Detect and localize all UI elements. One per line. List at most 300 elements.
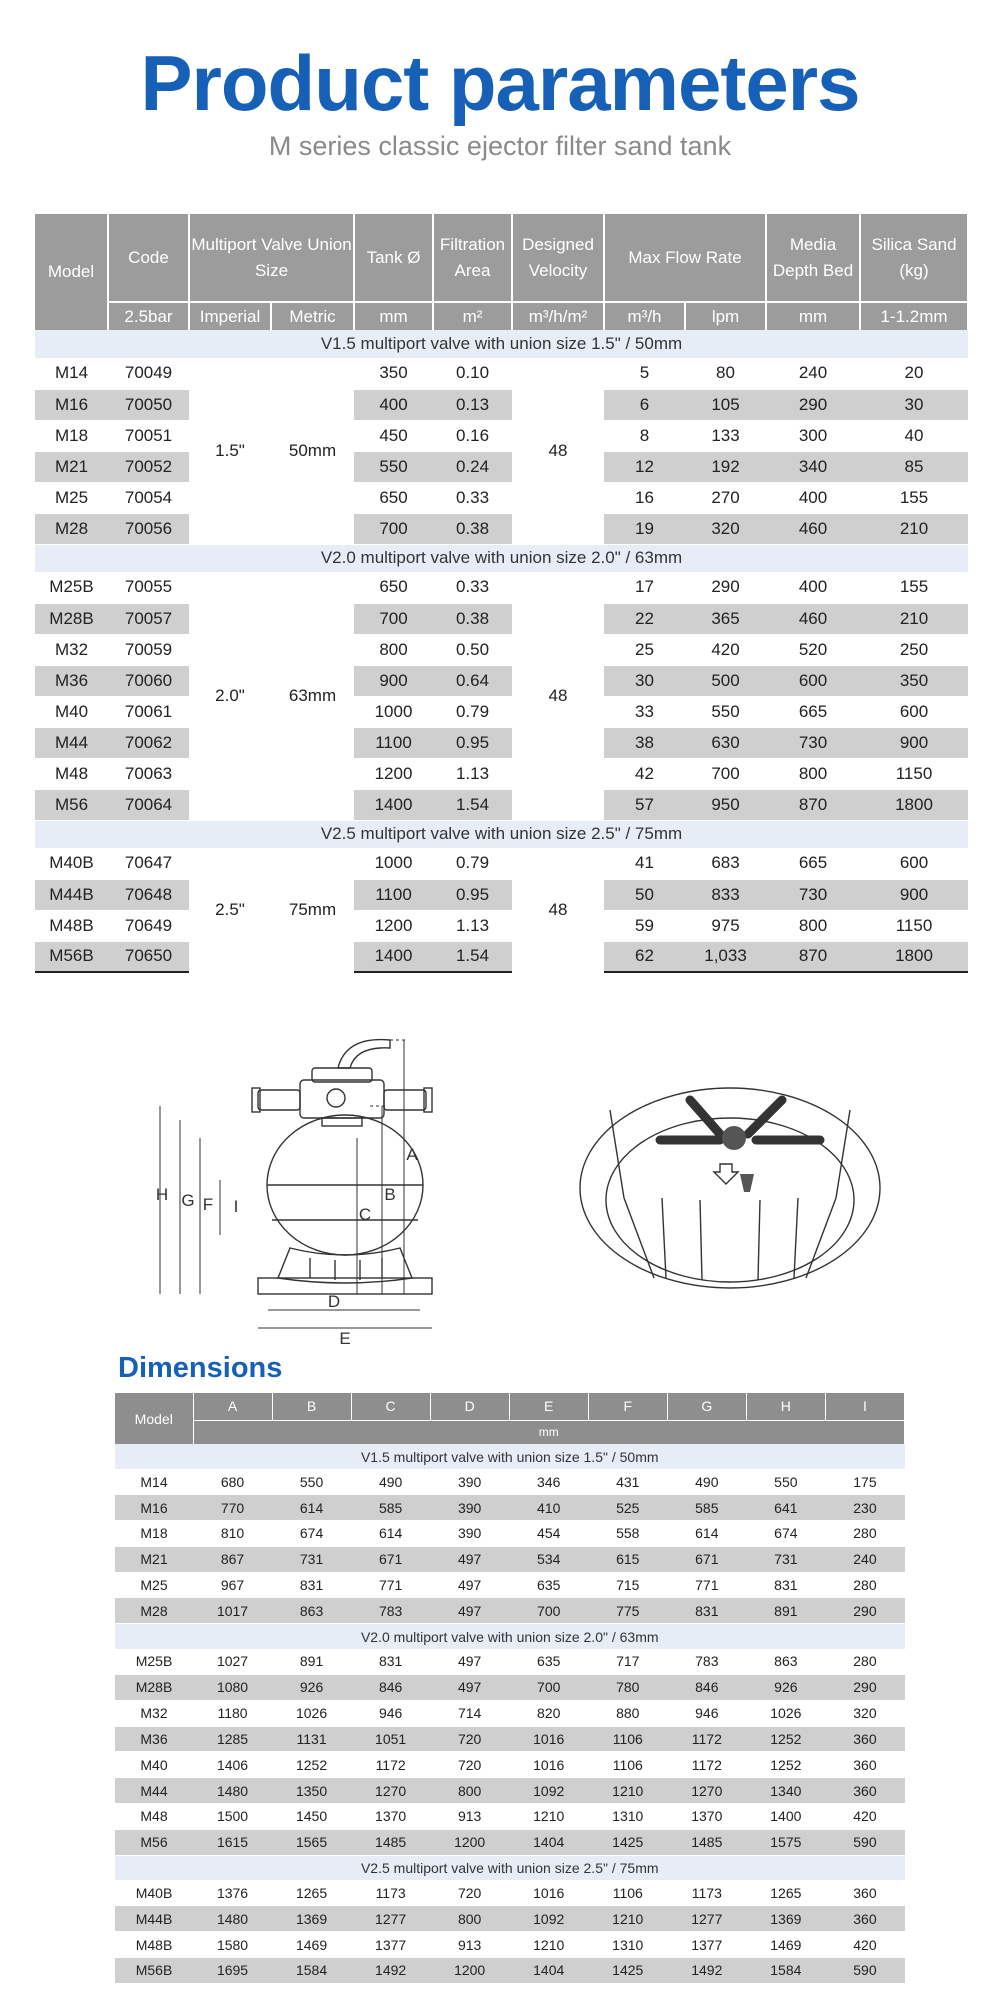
dims-cell-g: 671 (667, 1546, 746, 1572)
cell-flow-lpm: 683 (685, 848, 766, 879)
cell-area: 0.33 (433, 572, 512, 603)
dims-cell-h: 641 (746, 1495, 825, 1521)
dims-cell-e: 700 (509, 1598, 588, 1624)
params-table-row (35, 603, 968, 634)
dims-cell-e: 1016 (509, 1752, 588, 1778)
cell-flow-lpm: 833 (685, 879, 766, 910)
dims-cell-g: 490 (667, 1469, 746, 1495)
cell-flow-lpm: 80 (685, 358, 766, 389)
dim-label-b: B (384, 1185, 396, 1204)
dims-cell-e: 454 (509, 1521, 588, 1547)
cell-sand: 600 (860, 696, 968, 727)
cell-union-imperial: 2.5" (189, 848, 271, 972)
dims-cell-g: 585 (667, 1495, 746, 1521)
cell-flow-m3h: 33 (604, 696, 685, 727)
dims-table-row (115, 1906, 905, 1932)
cell-tank: 800 (354, 634, 433, 665)
dims-cell-c: 946 (351, 1700, 430, 1726)
cell-flow-m3h: 50 (604, 879, 685, 910)
dims-cell-g: 783 (667, 1649, 746, 1675)
dims-cell-model: M44B (115, 1906, 193, 1932)
dims-cell-e: 346 (509, 1469, 588, 1495)
cell-model: M28 (35, 513, 108, 544)
params-table-row (35, 879, 968, 910)
cell-model: M36 (35, 665, 108, 696)
dims-cell-c: 1277 (351, 1906, 430, 1932)
dims-section-label: V1.5 multiport valve with union size 1.5" / 50mm (115, 1444, 905, 1469)
cell-flow-lpm: 950 (685, 789, 766, 820)
dims-table-row (115, 1726, 905, 1752)
cell-flow-lpm: 500 (685, 665, 766, 696)
params-table-row (35, 665, 968, 696)
cell-flow-m3h: 62 (604, 941, 685, 972)
params-table-row (35, 848, 968, 879)
dims-cell-i: 590 (825, 1829, 904, 1855)
dims-cell-d: 720 (430, 1752, 509, 1778)
dims-cell-e: 1210 (509, 1804, 588, 1830)
cell-media: 300 (766, 420, 860, 451)
dims-cell-model: M16 (115, 1495, 193, 1521)
dims-header-model: Model (115, 1393, 193, 1444)
cell-code: 70049 (108, 358, 189, 389)
cell-area: 0.95 (433, 879, 512, 910)
dims-cell-h: 1469 (746, 1932, 825, 1958)
cell-sand: 250 (860, 634, 968, 665)
dims-cell-d: 390 (430, 1521, 509, 1547)
dims-cell-a: 1027 (193, 1649, 272, 1675)
dims-section-row (115, 1624, 905, 1649)
cell-flow-lpm: 192 (685, 451, 766, 482)
dims-cell-f: 558 (588, 1521, 667, 1547)
cell-tank: 700 (354, 603, 433, 634)
dims-cell-a: 1580 (193, 1932, 272, 1958)
unit-code: 2.5bar (108, 302, 189, 330)
dims-cell-b: 1350 (272, 1778, 351, 1804)
cell-code: 70648 (108, 879, 189, 910)
dimensions-table (115, 1393, 905, 1984)
dims-cell-a: 1080 (193, 1675, 272, 1701)
dims-cell-f: 1425 (588, 1829, 667, 1855)
dims-cell-c: 846 (351, 1675, 430, 1701)
cell-area: 0.10 (433, 358, 512, 389)
cell-model: M48B (35, 910, 108, 941)
cell-flow-lpm: 420 (685, 634, 766, 665)
cell-media: 400 (766, 482, 860, 513)
dims-cell-i: 320 (825, 1700, 904, 1726)
parameters-table (35, 214, 969, 973)
cell-flow-m3h: 41 (604, 848, 685, 879)
dims-cell-h: 550 (746, 1469, 825, 1495)
cell-model: M48 (35, 758, 108, 789)
cell-sand: 1800 (860, 789, 968, 820)
dims-cell-d: 497 (430, 1649, 509, 1675)
cell-media: 460 (766, 603, 860, 634)
dims-cell-c: 1485 (351, 1829, 430, 1855)
params-section-row (35, 820, 968, 848)
cell-area: 0.79 (433, 696, 512, 727)
params-table-row (35, 941, 968, 972)
cell-union-metric: 63mm (271, 572, 354, 820)
cell-flow-lpm: 365 (685, 603, 766, 634)
header-multiport: Multiport Valve Union Size (189, 214, 354, 302)
cell-model: M40B (35, 848, 108, 879)
cell-flow-m3h: 19 (604, 513, 685, 544)
cell-flow-m3h: 42 (604, 758, 685, 789)
dims-cell-b: 863 (272, 1598, 351, 1624)
dims-cell-e: 635 (509, 1572, 588, 1598)
dims-table-row (115, 1932, 905, 1958)
dims-cell-d: 1200 (430, 1829, 509, 1855)
filter-dimension-drawing (150, 1010, 530, 1350)
dims-cell-model: M40B (115, 1880, 193, 1906)
dims-cell-b: 550 (272, 1469, 351, 1495)
dims-cell-model: M48 (115, 1804, 193, 1830)
cell-tank: 650 (354, 482, 433, 513)
dims-cell-c: 614 (351, 1521, 430, 1547)
cell-area: 1.54 (433, 789, 512, 820)
cell-sand: 20 (860, 358, 968, 389)
dims-header-c: C (351, 1393, 430, 1420)
params-table-row (35, 572, 968, 603)
cell-tank: 700 (354, 513, 433, 544)
dims-cell-i: 290 (825, 1675, 904, 1701)
dims-cell-b: 1584 (272, 1958, 351, 1984)
dims-cell-f: 1210 (588, 1906, 667, 1932)
dims-cell-model: M56B (115, 1958, 193, 1984)
unit-flow-lpm: lpm (685, 302, 766, 330)
dims-table-row (115, 1778, 905, 1804)
dims-cell-model: M48B (115, 1932, 193, 1958)
cell-flow-m3h: 57 (604, 789, 685, 820)
dims-table-row (115, 1675, 905, 1701)
cell-sand: 900 (860, 879, 968, 910)
dims-cell-a: 1695 (193, 1958, 272, 1984)
dims-cell-model: M18 (115, 1521, 193, 1547)
dims-cell-b: 1469 (272, 1932, 351, 1958)
dims-table-row (115, 1880, 905, 1906)
dims-cell-c: 1051 (351, 1726, 430, 1752)
dims-cell-c: 771 (351, 1572, 430, 1598)
cell-flow-lpm: 700 (685, 758, 766, 789)
dim-label-c: C (358, 1205, 372, 1224)
dims-cell-e: 1016 (509, 1880, 588, 1906)
dims-cell-e: 1092 (509, 1778, 588, 1804)
cell-code: 70057 (108, 603, 189, 634)
header-media: Media Depth Bed (766, 214, 860, 302)
dims-cell-e: 1404 (509, 1958, 588, 1984)
cell-code: 70647 (108, 848, 189, 879)
dims-cell-g: 1485 (667, 1829, 746, 1855)
dims-cell-e: 1404 (509, 1829, 588, 1855)
cell-flow-lpm: 320 (685, 513, 766, 544)
dimensions-heading: Dimensions (118, 1352, 283, 1384)
dims-cell-b: 1265 (272, 1880, 351, 1906)
cell-flow-m3h: 12 (604, 451, 685, 482)
cell-velocity: 48 (512, 358, 604, 544)
dims-cell-c: 1492 (351, 1958, 430, 1984)
dims-cell-f: 717 (588, 1649, 667, 1675)
cell-model: M16 (35, 389, 108, 420)
dims-cell-i: 230 (825, 1495, 904, 1521)
dims-cell-d: 497 (430, 1572, 509, 1598)
dim-label-d: D (327, 1292, 341, 1311)
dims-table-row (115, 1546, 905, 1572)
params-section-row (35, 330, 968, 358)
cell-media: 665 (766, 696, 860, 727)
cell-area: 0.38 (433, 513, 512, 544)
cell-flow-m3h: 17 (604, 572, 685, 603)
dims-cell-d: 390 (430, 1495, 509, 1521)
dims-header-g: G (667, 1393, 746, 1420)
cell-area: 1.54 (433, 941, 512, 972)
dims-cell-b: 1252 (272, 1752, 351, 1778)
page-subtitle: M series classic ejector filter sand tank (268, 131, 732, 161)
params-section-label: V2.0 multiport valve with union size 2.0" / 63mm (35, 544, 968, 572)
dims-cell-h: 891 (746, 1598, 825, 1624)
dims-cell-c: 1270 (351, 1778, 430, 1804)
unit-filtration: m² (433, 302, 512, 330)
cell-model: M44 (35, 727, 108, 758)
cell-code: 70059 (108, 634, 189, 665)
dims-cell-b: 1026 (272, 1700, 351, 1726)
dims-cell-model: M40 (115, 1752, 193, 1778)
dims-table-row (115, 1521, 905, 1547)
params-table-row (35, 482, 968, 513)
cell-code: 70061 (108, 696, 189, 727)
dims-cell-d: 714 (430, 1700, 509, 1726)
cell-model: M56 (35, 789, 108, 820)
cell-media: 870 (766, 941, 860, 972)
dims-cell-g: 946 (667, 1700, 746, 1726)
cell-code: 70650 (108, 941, 189, 972)
cell-area: 0.50 (433, 634, 512, 665)
dims-cell-e: 534 (509, 1546, 588, 1572)
dims-cell-a: 810 (193, 1521, 272, 1547)
dims-cell-a: 770 (193, 1495, 272, 1521)
dims-section-row (115, 1444, 905, 1469)
cell-media: 460 (766, 513, 860, 544)
unit-metric: Metric (271, 302, 354, 330)
cell-flow-m3h: 5 (604, 358, 685, 389)
cell-flow-lpm: 630 (685, 727, 766, 758)
dims-cell-g: 1377 (667, 1932, 746, 1958)
dims-table-row (115, 1598, 905, 1624)
dim-label-h: H (155, 1185, 169, 1204)
dims-cell-c: 1377 (351, 1932, 430, 1958)
cell-media: 800 (766, 910, 860, 941)
dims-cell-f: 715 (588, 1572, 667, 1598)
dims-section-label: V2.0 multiport valve with union size 2.0" / 63mm (115, 1624, 905, 1649)
cell-sand: 1800 (860, 941, 968, 972)
unit-velocity: m³/h/m² (512, 302, 604, 330)
params-section-label: V1.5 multiport valve with union size 1.5" / 50mm (35, 330, 968, 358)
dims-cell-h: 1400 (746, 1804, 825, 1830)
dims-cell-i: 360 (825, 1906, 904, 1932)
cell-code: 70649 (108, 910, 189, 941)
dims-cell-g: 1172 (667, 1752, 746, 1778)
cell-code: 70051 (108, 420, 189, 451)
header-sand: Silica Sand (kg) (860, 214, 968, 302)
dims-cell-d: 497 (430, 1546, 509, 1572)
cell-area: 0.64 (433, 665, 512, 696)
dimensions-table-body (115, 1444, 905, 1983)
cell-code: 70050 (108, 389, 189, 420)
cell-media: 730 (766, 879, 860, 910)
cell-tank: 1400 (354, 789, 433, 820)
dims-cell-h: 1265 (746, 1880, 825, 1906)
dims-cell-d: 720 (430, 1726, 509, 1752)
cell-code: 70062 (108, 727, 189, 758)
dims-cell-g: 1173 (667, 1880, 746, 1906)
cell-model: M25B (35, 572, 108, 603)
dims-header-e: E (509, 1393, 588, 1420)
dims-cell-g: 771 (667, 1572, 746, 1598)
unit-sand: 1-1.2mm (860, 302, 968, 330)
dims-cell-a: 1285 (193, 1726, 272, 1752)
dims-cell-f: 431 (588, 1469, 667, 1495)
cell-code: 70056 (108, 513, 189, 544)
cell-area: 0.79 (433, 848, 512, 879)
dims-cell-a: 967 (193, 1572, 272, 1598)
dims-cell-h: 1252 (746, 1752, 825, 1778)
unit-media: mm (766, 302, 860, 330)
dims-cell-b: 1565 (272, 1829, 351, 1855)
cell-area: 0.13 (433, 389, 512, 420)
dims-cell-f: 1106 (588, 1726, 667, 1752)
dims-cell-f: 880 (588, 1700, 667, 1726)
dims-cell-d: 800 (430, 1906, 509, 1932)
cell-media: 665 (766, 848, 860, 879)
params-table-row (35, 758, 968, 789)
cell-model: M40 (35, 696, 108, 727)
cell-sand: 1150 (860, 758, 968, 789)
dims-cell-model: M28B (115, 1675, 193, 1701)
dims-cell-e: 635 (509, 1649, 588, 1675)
dims-cell-a: 1406 (193, 1752, 272, 1778)
dims-cell-b: 1369 (272, 1906, 351, 1932)
dims-cell-i: 175 (825, 1469, 904, 1495)
cell-tank: 1000 (354, 848, 433, 879)
dims-header-b: B (272, 1393, 351, 1420)
dims-table-row (115, 1958, 905, 1984)
cell-tank: 1100 (354, 727, 433, 758)
dim-label-a: A (406, 1145, 418, 1164)
cell-media: 340 (766, 451, 860, 482)
dims-cell-e: 820 (509, 1700, 588, 1726)
dims-cell-e: 1210 (509, 1932, 588, 1958)
dims-cell-h: 863 (746, 1649, 825, 1675)
cell-flow-m3h: 30 (604, 665, 685, 696)
cell-tank: 1200 (354, 910, 433, 941)
dims-cell-i: 360 (825, 1778, 904, 1804)
dim-label-e: E (339, 1329, 351, 1348)
header-code: Code (108, 214, 189, 302)
cell-model: M21 (35, 451, 108, 482)
dims-cell-h: 1026 (746, 1700, 825, 1726)
dims-cell-g: 1370 (667, 1804, 746, 1830)
dims-table-row (115, 1804, 905, 1830)
cell-tank: 550 (354, 451, 433, 482)
dims-cell-i: 360 (825, 1880, 904, 1906)
cell-sand: 900 (860, 727, 968, 758)
dims-cell-d: 913 (430, 1804, 509, 1830)
dims-cell-i: 280 (825, 1572, 904, 1598)
cell-flow-lpm: 133 (685, 420, 766, 451)
dims-cell-b: 614 (272, 1495, 351, 1521)
dims-cell-h: 926 (746, 1675, 825, 1701)
cell-tank: 400 (354, 389, 433, 420)
dims-cell-model: M21 (115, 1546, 193, 1572)
cell-tank: 450 (354, 420, 433, 451)
dims-cell-b: 1131 (272, 1726, 351, 1752)
dims-cell-a: 1480 (193, 1778, 272, 1804)
dims-cell-g: 1172 (667, 1726, 746, 1752)
cell-flow-m3h: 16 (604, 482, 685, 513)
dims-cell-model: M36 (115, 1726, 193, 1752)
params-table-row (35, 451, 968, 482)
dims-cell-g: 846 (667, 1675, 746, 1701)
dims-cell-a: 680 (193, 1469, 272, 1495)
cell-area: 1.13 (433, 910, 512, 941)
cell-code: 70063 (108, 758, 189, 789)
cell-sand: 155 (860, 482, 968, 513)
dims-header-i: I (825, 1393, 904, 1420)
cell-velocity: 48 (512, 572, 604, 820)
dims-cell-i: 240 (825, 1546, 904, 1572)
cell-union-imperial: 2.0" (189, 572, 271, 820)
cell-flow-m3h: 6 (604, 389, 685, 420)
dims-cell-f: 1310 (588, 1804, 667, 1830)
cell-tank: 1000 (354, 696, 433, 727)
cell-flow-m3h: 22 (604, 603, 685, 634)
cell-model: M56B (35, 941, 108, 972)
dims-cell-model: M32 (115, 1700, 193, 1726)
dims-cell-d: 800 (430, 1778, 509, 1804)
cell-flow-lpm: 550 (685, 696, 766, 727)
params-table-row (35, 513, 968, 544)
cell-code: 70064 (108, 789, 189, 820)
dims-cell-d: 1200 (430, 1958, 509, 1984)
cell-area: 0.24 (433, 451, 512, 482)
params-table-row (35, 910, 968, 941)
cell-tank: 900 (354, 665, 433, 696)
dims-header-f: F (588, 1393, 667, 1420)
header-flow: Max Flow Rate (604, 214, 766, 302)
dims-header-unit: mm (193, 1420, 905, 1444)
cell-model: M14 (35, 358, 108, 389)
params-table-row (35, 696, 968, 727)
cell-area: 0.16 (433, 420, 512, 451)
dims-cell-i: 590 (825, 1958, 904, 1984)
cell-sand: 210 (860, 513, 968, 544)
dims-cell-model: M14 (115, 1469, 193, 1495)
cell-model: M44B (35, 879, 108, 910)
dims-cell-b: 1450 (272, 1804, 351, 1830)
dims-cell-h: 1369 (746, 1906, 825, 1932)
cell-media: 730 (766, 727, 860, 758)
dims-cell-d: 720 (430, 1880, 509, 1906)
dims-cell-c: 783 (351, 1598, 430, 1624)
dims-cell-f: 1425 (588, 1958, 667, 1984)
dims-cell-a: 1017 (193, 1598, 272, 1624)
params-section-label: V2.5 multiport valve with union size 2.5" / 75mm (35, 820, 968, 848)
cell-media: 870 (766, 789, 860, 820)
cell-union-imperial: 1.5" (189, 358, 271, 544)
unit-tank: mm (354, 302, 433, 330)
dims-cell-f: 1310 (588, 1932, 667, 1958)
dims-cell-f: 780 (588, 1675, 667, 1701)
dims-table-row (115, 1469, 905, 1495)
